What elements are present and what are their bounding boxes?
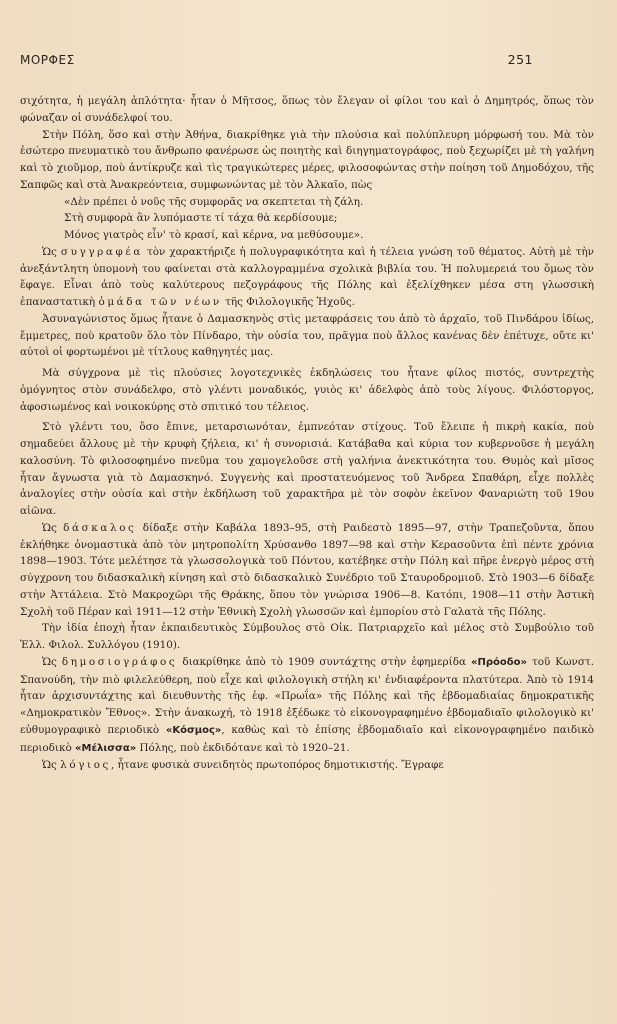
verse-line: Μόνος γιατρὸς εἶν' τὸ κρασί, καὶ κέρνα, να μεθύσουμε». (64, 229, 364, 241)
paragraph-journalist-lead: Ὡς (42, 655, 62, 668)
verse-line: Στὴ συμφορὰ ἂν λυπόμαστε τί τάχα θὰ κερδίσουμε; (64, 212, 338, 225)
newspaper-title-proodos: «Πρόοδο» (471, 656, 527, 668)
paragraph-journalist-text-3: , καθὼς καὶ τὸ ἐπίσης ἑβδομαδιαῖο καὶ εἰκονογραφημένο παιδικὸ περιοδικὸ (20, 723, 594, 754)
paragraph-teacher-lead: Ὡς (42, 521, 64, 534)
page-number: 251 (507, 52, 533, 67)
paragraph-translator-text: Ἀσυναγώνιστος ὅμως ἦτανε ὁ Δαμασκηνὸς στὶς μεταφράσεις του ἀπὸ τὸ ἀρχαῖο, τοῦ Πινδάρου ἰδίως, ἔμμετρες, ποὺ κρατοῦν ὅλο τὸν Πίνδαρο, τὴν οὐσία του, πρᾶγμα ποὺ ἄλλος κανένας δὲν ἐπέτυχε, οὔτε κι' αὐτοὶ οἱ φορτωμένοι μὲ τίτλους καθηγητές μας. (20, 312, 594, 359)
spaced-term-writer: συγγραφέα (60, 245, 143, 258)
paragraph-journalist-text: διακρίθηκε ἀπὸ τὸ 1909 συντάχτης στὴν ἐφημερίδα (177, 655, 472, 668)
magazine-title-kosmos: «Κόσμος» (165, 724, 222, 736)
running-title: ΜΟΡΦΕΣ (20, 53, 75, 67)
paragraph-scholar-lead: Ὡς (42, 759, 61, 772)
paragraph-friend (20, 365, 594, 415)
running-header (20, 52, 533, 67)
paragraph-1-text: σιχότητα, ἡ μεγάλη ἁπλότητα· ἦταν ὁ Μῆτσος, ὅπως τὸν ἔλεγαν οἱ φίλοι του καὶ ὁ Δημητρός, ὅπως τὸν φώναζαν οἱ συνάδελφοί του. (20, 95, 594, 124)
paragraph-scholar-text: , ἦτανε φυσικὰ συνειδητὸς πρωτοπόρος δημοτικιστής. Ἔγραφε (110, 759, 444, 772)
paragraph-writer (20, 244, 594, 311)
paragraph-translator (20, 311, 594, 361)
paragraph-journalist-end: Πόλης, ποὺ ἐκδιδότανε καὶ τὸ 1920–21. (136, 741, 350, 754)
paragraph-council-text: Τὴν ἰδία ἐποχὴ ἦταν ἐκπαιδευτικὸς Σύμβουλος στὸ Οἰκ. Πατριαρχεῖο καὶ μέλος στὸ Συμβούλιο τοῦ Ἑλλ. Φιλολ. Συλλόγου (1910). (20, 622, 594, 651)
paragraph-character (20, 419, 594, 520)
magazine-title-melissa: «Μέλισσα» (75, 742, 137, 754)
spaced-term-journalist: δημοσιογράφος (61, 655, 178, 668)
paragraph-teacher (20, 520, 594, 621)
paragraph-writer-text: τὸν χαρακτήριζε ἡ πολυγραφικότητα καὶ ἡ τέλεια γνώση τοῦ θέματος. Αὐτὴ μὲ τὴν ἀνεξάντλητη ὑπομονὴ του φαίνεται στὰ καλλογραμμένα σχολικὰ βιβλία του. Ἡ πολυμερειά του ὅμως τὸν ἔφαγε. Εἶναι ἀπὸ τοὺς καλύτερους πεζογράφους τῆς Πόλης καὶ ἐξελίχθηκεν μέσα στη γλωσσικὴ ἐπαναστατικὴ (20, 245, 594, 308)
paragraph-2-text: Στὴν Πόλη, ὅσο καὶ στὴν Ἀθήνα, διακρίθηκε γιὰ τὴν πλούσια καὶ πολύπλευρη μόρφωσή του. Μὰ τὸν ἐσώτερο πνευματικὸ του ἄνθρωπο φανέρωσε ὡς ποιητὴς καὶ διηγηματογράφος, ποὺ ξεχωρίζει μὲ τὴ γαλήνη καὶ τὸ χιοῦμορ, ποὺ ἀντίκρυζε καὶ τὶς τραγικώτερες μέρες, φιλοσοφώντας στὴν ποίηση τοῦ Δημοδόχου, τῆς Σαπφῶς καὶ στὰ Ἀνακρεόντεια, συμφωνώντας μὲ τὸν Ἀλκαῖο, πὼς (20, 128, 594, 191)
spaced-term-scholar: λόγιος (60, 759, 111, 772)
paragraph-council (20, 620, 594, 654)
paragraph-journalist-text-2: τοῦ Κωνστ. Σπανούδη, τὴν πιὸ φιλελεύθερη, ποὺ εἶχε καὶ φιλολογικὴ στήλη κι' ἐνδιαφέροντα πλατύτερα. Ἀπὸ τὸ 1914 ἦταν ἀρχισυντάχτης καὶ διευθυντὴς τῆς ἐφ. «Πρωΐα» τῆς Πόλης καὶ τῆς ἑβδομαδιαίας δημοκρατικῆς «Δημοκρατικὸν Ἔθνος». Στὴν ἀνακωχή, τὸ 1918 ἐξέδωκε τὸ εἰκονογραφημένο ἑβδομαδιαῖο φιλολογικὸ κι' εὐθυμογραφικὸ περιοδικὸ (20, 655, 595, 736)
paragraph-writer-end: τῆς Φιλολογικῆς Ἠχοῦς. (221, 296, 355, 308)
spaced-term-group: ὁμάδα τῶν νέων (98, 296, 222, 308)
paragraph-journalist (20, 654, 594, 758)
verse-line: «Δὲν πρέπει ὁ νοῦς τῆς συμφορᾶς να σκεπτεται τὴ ζάλη. (64, 195, 364, 208)
paragraph-teacher-text: δίδαξε στὴν Καβάλα 1893–95, στὴ Ραιδεστὸ 1895—97, στὴν Τραπεζοῦντα, ὅπου ἐκλήθηκε ὀνομαστικὰ ἀπὸ τὸν μητροπολίτη Χρύσανθο 1897—98 καὶ στὴν Κερασοῦντα ἐπὶ πέντε χρόνια 1898—1903. Τότε μελέτησε τὰ γλωσσολογικὰ τοῦ Πόντου, κατέβηκε στὴν Πόλη καὶ πῆρε ἐνεργὸ μέρος στὴ σύγχρονη του διδασκαλικὴ κίνηση καὶ στὸ διδασκαλικὸ Συνέδριο τοῦ Σταυροδρομιοῦ. Στὸ 1903—6 δίδαξε στὴν Ἀττάλεια. Στὸ Μακροχῶρι τῆς Θράκης, ὅπου τὸν γνώρισα 1906—8. Κατόπι, 1908—11 στὴν Ἀστικὴ Σχολὴ τοῦ Πέραν καὶ 1911—12 στὴν Ἐθνικὴ Σχολὴ γλωσσῶν καὶ ἐμπορίου στὸ Γαλατὰ τῆς Πόλης. (20, 521, 594, 618)
paragraph-friend-text: Μὰ σύγχρονα μὲ τὶς πλούσιες λογοτεχνικὲς ἐκδηλώσεις του ἦτανε φίλος πιστός, συντρεχτὴς ὁμόγνητος στὸν συνάδελφο, στὸ γλέντι μοναδικός, γυιὸς κι' ἀδελφὸς ἀπὸ τοὺς λίγους. Φιλόστοργος, ἀφοσιωμένος καὶ νοικοκύρης στὸ σπιτικό του τέλειος. (20, 367, 594, 413)
verse-quote (20, 194, 594, 244)
paragraph-scholar (20, 757, 594, 774)
paragraph-1 (20, 93, 594, 127)
article-body (20, 93, 594, 774)
paragraph-writer-lead: Ὡς (42, 245, 61, 258)
paragraph-2 (20, 127, 594, 194)
spaced-term-teacher: δάσκαλος (63, 521, 137, 534)
paragraph-character-text: Στὸ γλέντι του, ὅσο ἔπινε, μεταρσιωνόταν, ἐμπνεόταν στίχους. Τοῦ ἔλειπε ἡ πικρὴ κακία, ποὺ σημαδεύει ἄλλους μὲ τὴν κρυφὴ ζήλεια, κι' ἡ συνορισιά. Κατάβαθα καὶ κύρια τον κυβερνοῦσε ἡ μεγάλη καλοσύνη. Τὸ φιλοσοφημένο πνεῦμα του χαμογελοῦσε στὴ γαλήνια ἀνεκτικότητα του. Θυμὸς καὶ μῖσος ἦταν ἄγνωστα γιὰ τὸ Δαμασκηνό. Συγγενὴς καὶ προστατευόμενος τοῦ Ἄνδρεα Σπαθάρη, εἶχε πολλὲς ἀναλογίες στὴν οὐσία καὶ στὴν ἐκδήλωση τοῦ χαρακτῆρα μὲ τὸν σοφὸν ἐκεῖνον Φαναριώτη τοῦ 19ου αἰῶνα. (20, 421, 594, 517)
